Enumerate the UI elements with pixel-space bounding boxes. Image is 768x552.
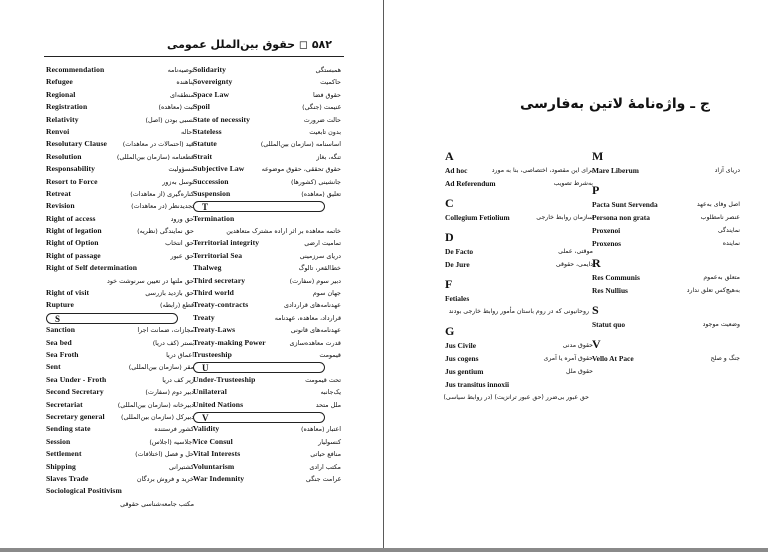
term-english: Registration xyxy=(46,102,88,112)
term-english: Treaty xyxy=(193,312,215,322)
letter-pill xyxy=(46,313,178,324)
term-persian: جنگ و صلح xyxy=(710,355,740,362)
term-english: Voluntarism xyxy=(193,461,235,471)
term-english: Sent xyxy=(46,362,61,372)
glossary-column-2 xyxy=(193,64,341,485)
term-english: De Jure xyxy=(445,260,470,269)
term-persian: جانشینی (کشورها) xyxy=(290,177,341,186)
term-english: Rupture xyxy=(46,300,74,310)
glossary-entry xyxy=(193,163,341,175)
term-persian: قیمومت xyxy=(319,350,341,359)
glossary-entry xyxy=(46,188,194,200)
glossary-entry xyxy=(46,374,194,386)
glossary-entry xyxy=(592,352,740,365)
term-persian: ثبت (معاهده) xyxy=(158,103,194,112)
term-english: Res Communis xyxy=(592,273,640,282)
term-persian: عهدنامه‌های قانونی xyxy=(290,326,341,335)
glossary-entry xyxy=(46,213,194,225)
term-persian: کشتیرانی xyxy=(168,462,194,471)
term-persian: قید (احتمالات در معاهدات) xyxy=(122,140,194,149)
term-persian: اساسنامه (سازمان بین‌المللی) xyxy=(260,140,341,149)
glossary-entry xyxy=(445,292,593,305)
term-persian: عنصر نامطلوب xyxy=(700,214,740,221)
term-english: Resolution xyxy=(46,151,82,161)
term-english: State of necessity xyxy=(193,114,251,124)
section-letter: F xyxy=(445,277,453,291)
latin-column-2 xyxy=(592,148,740,365)
term-english: Jus transitus innoxii xyxy=(445,380,510,389)
section-title: ج ـ واژه‌نامهٔ لاتین به‌فارسی xyxy=(519,96,710,112)
term-persian: حقوق مدنی xyxy=(562,342,593,349)
term-persian: کنسولیار xyxy=(318,437,341,446)
glossary-entry xyxy=(592,211,740,224)
latin-column-1 xyxy=(445,148,593,404)
glossary-entry xyxy=(193,399,341,411)
term-english: Responsability xyxy=(46,164,96,174)
term-english: Refugee xyxy=(46,77,73,87)
term-persian: توسل به‌زور xyxy=(162,177,194,186)
term-persian: اعتبار (معاهده) xyxy=(300,425,341,434)
glossary-entry xyxy=(445,258,593,271)
term-persian: وضعیت موجود xyxy=(702,321,740,328)
term-english: Suspension xyxy=(193,188,231,198)
term-persian: منافع حیاتی xyxy=(310,450,341,459)
glossary-entry xyxy=(46,200,194,212)
term-persian: پناهنده xyxy=(176,78,194,87)
term-persian: حق ورود xyxy=(170,214,194,223)
glossary-entry xyxy=(445,391,593,404)
glossary-entry xyxy=(592,224,740,237)
term-english: Mare Liberum xyxy=(592,166,639,175)
section-letter: S xyxy=(592,303,599,317)
section-letter: C xyxy=(445,196,454,210)
glossary-entry xyxy=(193,176,341,188)
glossary-entry xyxy=(46,361,194,373)
term-persian: به‌شرط تصویب xyxy=(553,180,593,187)
term-persian: خط‌القعر، تالوگ xyxy=(298,264,341,273)
term-english: Under-Trusteeship xyxy=(193,374,256,384)
glossary-entry xyxy=(193,349,341,361)
section-letter: P xyxy=(592,183,600,197)
term-english: Res Nullius xyxy=(592,286,628,295)
term-english: Trusteeship xyxy=(193,349,232,359)
section-letter: M xyxy=(592,149,604,163)
term-english: Unilateral xyxy=(193,387,227,397)
term-english: Secretary general xyxy=(46,411,105,421)
term-english: Solidarity xyxy=(193,65,227,74)
term-persian: یک‌جانبه xyxy=(320,388,341,397)
glossary-entry xyxy=(46,101,194,113)
glossary-entry xyxy=(592,271,740,284)
term-persian: اجلاسیه (اجلاس) xyxy=(149,437,194,446)
term-persian: حل و فصل (اختلافات) xyxy=(135,450,194,459)
term-english: Third secretary xyxy=(193,275,246,285)
term-persian: حق نمایندگی (نظریه) xyxy=(137,227,194,236)
term-persian: غنیمت (جنگی) xyxy=(302,103,341,112)
term-english: Proxenoi xyxy=(592,226,621,235)
term-persian: تعلیق (معاهده) xyxy=(301,189,341,198)
term-english: Ad hoc xyxy=(445,166,468,175)
glossary-entry xyxy=(193,225,341,237)
glossary-entry xyxy=(193,188,341,200)
term-english: Territorial Sea xyxy=(193,250,243,260)
glossary-entry xyxy=(592,198,740,211)
glossary-entry xyxy=(193,423,341,435)
glossary-entry xyxy=(193,262,341,274)
term-persian: حقوق تحققی، حقوق موضوعه xyxy=(261,165,341,174)
glossary-entry xyxy=(46,163,194,175)
term-english: Vital Interests xyxy=(193,449,241,459)
glossary-entry xyxy=(46,126,194,138)
section-letter: T xyxy=(202,202,209,213)
glossary-entry xyxy=(46,138,194,150)
section-letter: A xyxy=(445,149,454,163)
glossary-entry xyxy=(193,436,341,448)
glossary-entry xyxy=(46,411,194,423)
glossary-entry xyxy=(193,461,341,473)
glossary-entry xyxy=(592,237,740,250)
term-english: Vello At Pace xyxy=(592,354,634,363)
section-letter: R xyxy=(592,256,601,270)
term-persian: مجازات، ضمانت اجرا xyxy=(137,326,194,335)
term-english: Slaves Trade xyxy=(46,473,89,483)
glossary-entry xyxy=(193,237,341,249)
header-rule xyxy=(44,56,344,57)
term-english: De Facto xyxy=(445,247,474,256)
glossary-entry xyxy=(193,312,341,324)
term-english: Statute xyxy=(193,139,217,149)
term-english: Strait xyxy=(193,151,213,161)
term-persian: سازمان روابط خارجی xyxy=(536,214,593,221)
term-english: Space Law xyxy=(193,89,230,99)
term-english: Termination xyxy=(193,213,235,223)
term-persian: دریای سرزمینی xyxy=(299,251,341,260)
term-persian: بستر (کف دریا) xyxy=(152,338,194,347)
glossary-entry xyxy=(46,76,194,88)
glossary-entry xyxy=(445,365,593,378)
term-persian: بدون تابعیت xyxy=(309,127,341,136)
glossary-entry xyxy=(193,114,341,126)
term-english: United Nations xyxy=(193,399,244,409)
glossary-entry xyxy=(46,114,194,126)
term-persian: تمامیت ارضی xyxy=(304,239,341,248)
glossary-entry xyxy=(445,352,593,365)
term-persian: حق انتخاب xyxy=(165,239,194,248)
section-letter: V xyxy=(202,412,209,423)
term-english: Proxenos xyxy=(592,239,622,248)
term-persian: قرارداد، معاهده، عهدنامه xyxy=(274,313,341,322)
glossary-entry xyxy=(193,299,341,311)
glossary-entry xyxy=(193,101,341,113)
term-persian: قطعنامه (سازمان بین‌المللی) xyxy=(116,152,194,161)
term-persian: مکتب ارادی xyxy=(309,462,341,471)
section-letter: U xyxy=(202,363,209,374)
glossary-entry xyxy=(445,339,593,352)
term-english: Third world xyxy=(193,288,234,298)
term-english: Right of passage xyxy=(46,250,101,260)
term-persian: موقتی، عملی xyxy=(558,248,593,255)
term-persian: حق عبور xyxy=(170,251,194,260)
glossary-entry xyxy=(46,349,194,361)
glossary-entry xyxy=(46,473,194,485)
glossary-entry xyxy=(193,337,341,349)
glossary-entry xyxy=(46,275,194,287)
glossary-entry xyxy=(193,448,341,460)
glossary-entry xyxy=(46,299,194,311)
term-english: Sociological Positivism xyxy=(46,486,122,496)
term-english: Treaty-Laws xyxy=(193,325,236,335)
term-persian: دریای آزاد xyxy=(714,167,740,174)
term-english: Recommendation xyxy=(46,65,105,74)
term-english: Sea Froth xyxy=(46,349,79,359)
glossary-entry xyxy=(592,318,740,331)
glossary-entry xyxy=(46,399,194,411)
term-english: Settlement xyxy=(46,449,82,459)
glossary-entry xyxy=(46,250,194,262)
term-english: Resort to Force xyxy=(46,176,98,186)
glossary-entry xyxy=(193,324,341,336)
term-english: Statut quo xyxy=(592,320,626,329)
term-persian: روحانیونی که در روم باستان مأمور روابط خارجی بودند xyxy=(448,308,589,315)
term-persian: برای این مقصود، اختصاصی، بنا به مورد xyxy=(491,167,593,174)
glossary-entry xyxy=(46,461,194,473)
term-persian: همبستگی xyxy=(315,66,341,74)
glossary-entry xyxy=(46,423,194,435)
glossary-entry xyxy=(193,386,341,398)
term-english: Right of visit xyxy=(46,288,90,298)
term-persian: نماینده xyxy=(722,240,740,247)
letter-pill xyxy=(193,362,325,373)
term-persian: تحت قیمومت xyxy=(305,375,341,384)
term-english: Retreat xyxy=(46,188,72,198)
letter-divider xyxy=(46,312,194,324)
term-english: Sending state xyxy=(46,424,91,434)
term-english: Sea Under - Froth xyxy=(46,374,107,384)
glossary-entry xyxy=(193,275,341,287)
glossary-entry xyxy=(193,89,341,101)
term-persian: متعلق به‌عموم xyxy=(703,274,740,281)
term-persian: حقوق ملل xyxy=(566,368,593,375)
letter-divider xyxy=(193,361,341,373)
glossary-entry xyxy=(46,436,194,448)
glossary-entry xyxy=(46,485,194,497)
glossary-entry xyxy=(46,386,194,398)
glossary-entry xyxy=(193,287,341,299)
term-english: Right of legation xyxy=(46,226,102,236)
term-persian: دبیرخانه (سازمان بین‌المللی) xyxy=(117,400,194,409)
term-english: Jus Civile xyxy=(445,341,477,350)
term-english: Ad Referendum xyxy=(445,179,496,188)
running-header: ۵۸۲ ◻ حقوق بین‌الملل عمومی xyxy=(166,38,332,51)
term-persian: زیر کف دریا xyxy=(162,375,194,384)
term-english: Relativity xyxy=(46,114,79,124)
term-english: Right of access xyxy=(46,213,96,223)
section-letter: S xyxy=(55,313,61,324)
term-persian: مسؤولیت xyxy=(168,165,194,174)
letter-divider xyxy=(193,411,341,423)
term-english: Secretariat xyxy=(46,399,83,409)
section-letter: V xyxy=(592,337,601,351)
glossary-entry xyxy=(46,337,194,349)
glossary-column-1 xyxy=(46,64,194,510)
glossary-entry xyxy=(445,177,593,190)
term-english: Succession xyxy=(193,176,229,186)
term-persian: دبیر دوم (سفارت) xyxy=(145,388,194,397)
term-english: Shipping xyxy=(46,461,76,471)
glossary-entry xyxy=(193,374,341,386)
term-english: Second Secretary xyxy=(46,387,104,397)
term-persian: تنگه، بغاز xyxy=(316,152,341,161)
term-persian: اصل وفای به‌عهد xyxy=(696,201,740,208)
term-english: Right of Self determination xyxy=(46,263,138,273)
term-persian: تجدیدنظر (در معاهدات) xyxy=(131,202,194,211)
term-english: Renvoi xyxy=(46,126,70,136)
glossary-entry xyxy=(592,284,740,297)
glossary-entry xyxy=(445,211,593,224)
term-english: Sea bed xyxy=(46,337,72,347)
glossary-entry xyxy=(445,245,593,258)
term-persian: مقر (سازمان بین‌المللی) xyxy=(128,363,194,372)
term-persian: دایمی، حقوقی xyxy=(555,261,593,268)
glossary-entry xyxy=(445,378,593,391)
term-persian: کناره‌گیری (از معاهدات) xyxy=(130,189,194,198)
term-persian: عهدنامه‌های قراردادی xyxy=(284,301,341,310)
term-english: Session xyxy=(46,436,71,446)
term-english: Resolutary Clause xyxy=(46,139,107,149)
glossary-entry xyxy=(46,64,194,76)
term-persian: حالت ضرورت xyxy=(303,115,341,124)
term-persian: حقوق آمره یا آمری xyxy=(543,355,593,362)
glossary-entry xyxy=(193,138,341,150)
glossary-entry xyxy=(445,164,593,177)
term-persian: کشور فرستنده xyxy=(154,425,194,434)
term-english: Treaty-making Power xyxy=(193,337,266,347)
term-persian: حاکمیت xyxy=(320,78,341,87)
term-persian: دبیر سوم (سفارت) xyxy=(289,276,341,285)
term-persian: توصیه‌نامه xyxy=(167,66,194,74)
term-persian: حق بازدید بازرسی xyxy=(145,289,194,298)
term-english: War Indemnity xyxy=(193,473,245,483)
term-persian: به‌هیچ‌کس تعلق ندارد xyxy=(686,287,740,294)
letter-pill xyxy=(193,412,325,423)
term-english: Sovereignty xyxy=(193,77,233,87)
term-persian: حق عبور بی‌ضرر (حق عبور ترانزیت) (در روابط سیاسی) xyxy=(443,394,589,401)
term-persian: احاله xyxy=(180,127,194,136)
term-english: Fetiales xyxy=(445,294,470,303)
term-english: Jus cogens xyxy=(445,354,479,363)
term-english: Jus gentium xyxy=(445,367,484,376)
glossary-entry xyxy=(193,250,341,262)
term-persian: نمایندگی xyxy=(717,227,740,234)
term-english: Persona non grata xyxy=(592,213,650,222)
glossary-entry xyxy=(193,126,341,138)
glossary-entry xyxy=(46,324,194,336)
section-letter: D xyxy=(445,230,454,244)
term-persian: جهان سوم xyxy=(312,289,341,298)
term-english: Pacta Sunt Servenda xyxy=(592,200,658,209)
term-english: Sanction xyxy=(46,325,76,335)
term-persian: قطع (رابطه) xyxy=(159,301,194,310)
term-persian: خاتمه معاهده بر اثر اراده مشترک متعاهدین xyxy=(226,227,341,236)
term-persian: نسبی بودن (اصل) xyxy=(145,115,194,124)
term-english: Treaty-contracts xyxy=(193,300,249,310)
term-persian: خرید و فروش بردگان xyxy=(136,474,194,483)
term-persian: ملل متحد xyxy=(315,400,341,409)
term-persian: دبیرکل (سازمان بین‌المللی) xyxy=(120,412,194,421)
glossary-entry xyxy=(46,151,194,163)
term-english: Subjective Law xyxy=(193,164,245,174)
glossary-entry xyxy=(592,164,740,177)
term-english: Regional xyxy=(46,89,76,99)
term-english: Thalweg xyxy=(193,263,222,273)
glossary-entry xyxy=(46,448,194,460)
term-persian: قدرت معاهده‌سازی xyxy=(289,338,341,347)
term-persian: حق ملتها در تعیین سرنوشت خود xyxy=(106,276,194,285)
glossary-entry xyxy=(46,287,194,299)
glossary-entry xyxy=(46,498,194,510)
glossary-entry xyxy=(193,151,341,163)
term-english: Vice Consul xyxy=(193,436,233,446)
glossary-entry xyxy=(445,305,593,318)
glossary-entry xyxy=(193,76,341,88)
letter-divider xyxy=(193,200,341,212)
page-edge xyxy=(0,548,768,552)
term-english: Spoil xyxy=(193,102,210,112)
section-letter: G xyxy=(445,324,455,338)
glossary-entry xyxy=(46,225,194,237)
term-persian: غرامت جنگی xyxy=(305,474,341,483)
term-persian: مکتب جامعه‌شناسی حقوقی xyxy=(120,499,194,508)
term-persian: منطقه‌ای xyxy=(169,90,194,99)
glossary-entry xyxy=(46,262,194,274)
term-english: Right of Option xyxy=(46,238,99,248)
term-english: Stateless xyxy=(193,126,222,136)
glossary-entry xyxy=(46,176,194,188)
glossary-entry xyxy=(193,64,341,76)
term-english: Revision xyxy=(46,201,75,211)
term-persian: اعماق دریا xyxy=(166,350,194,359)
letter-pill xyxy=(193,201,325,212)
term-english: Validity xyxy=(193,424,220,434)
term-english: Territorial integrity xyxy=(193,238,260,248)
glossary-entry xyxy=(46,89,194,101)
glossary-entry xyxy=(46,237,194,249)
glossary-entry xyxy=(193,473,341,485)
term-persian: حقوق فضا xyxy=(312,90,341,99)
glossary-entry xyxy=(193,213,341,225)
term-english: Collegium Fetiolium xyxy=(445,213,510,222)
